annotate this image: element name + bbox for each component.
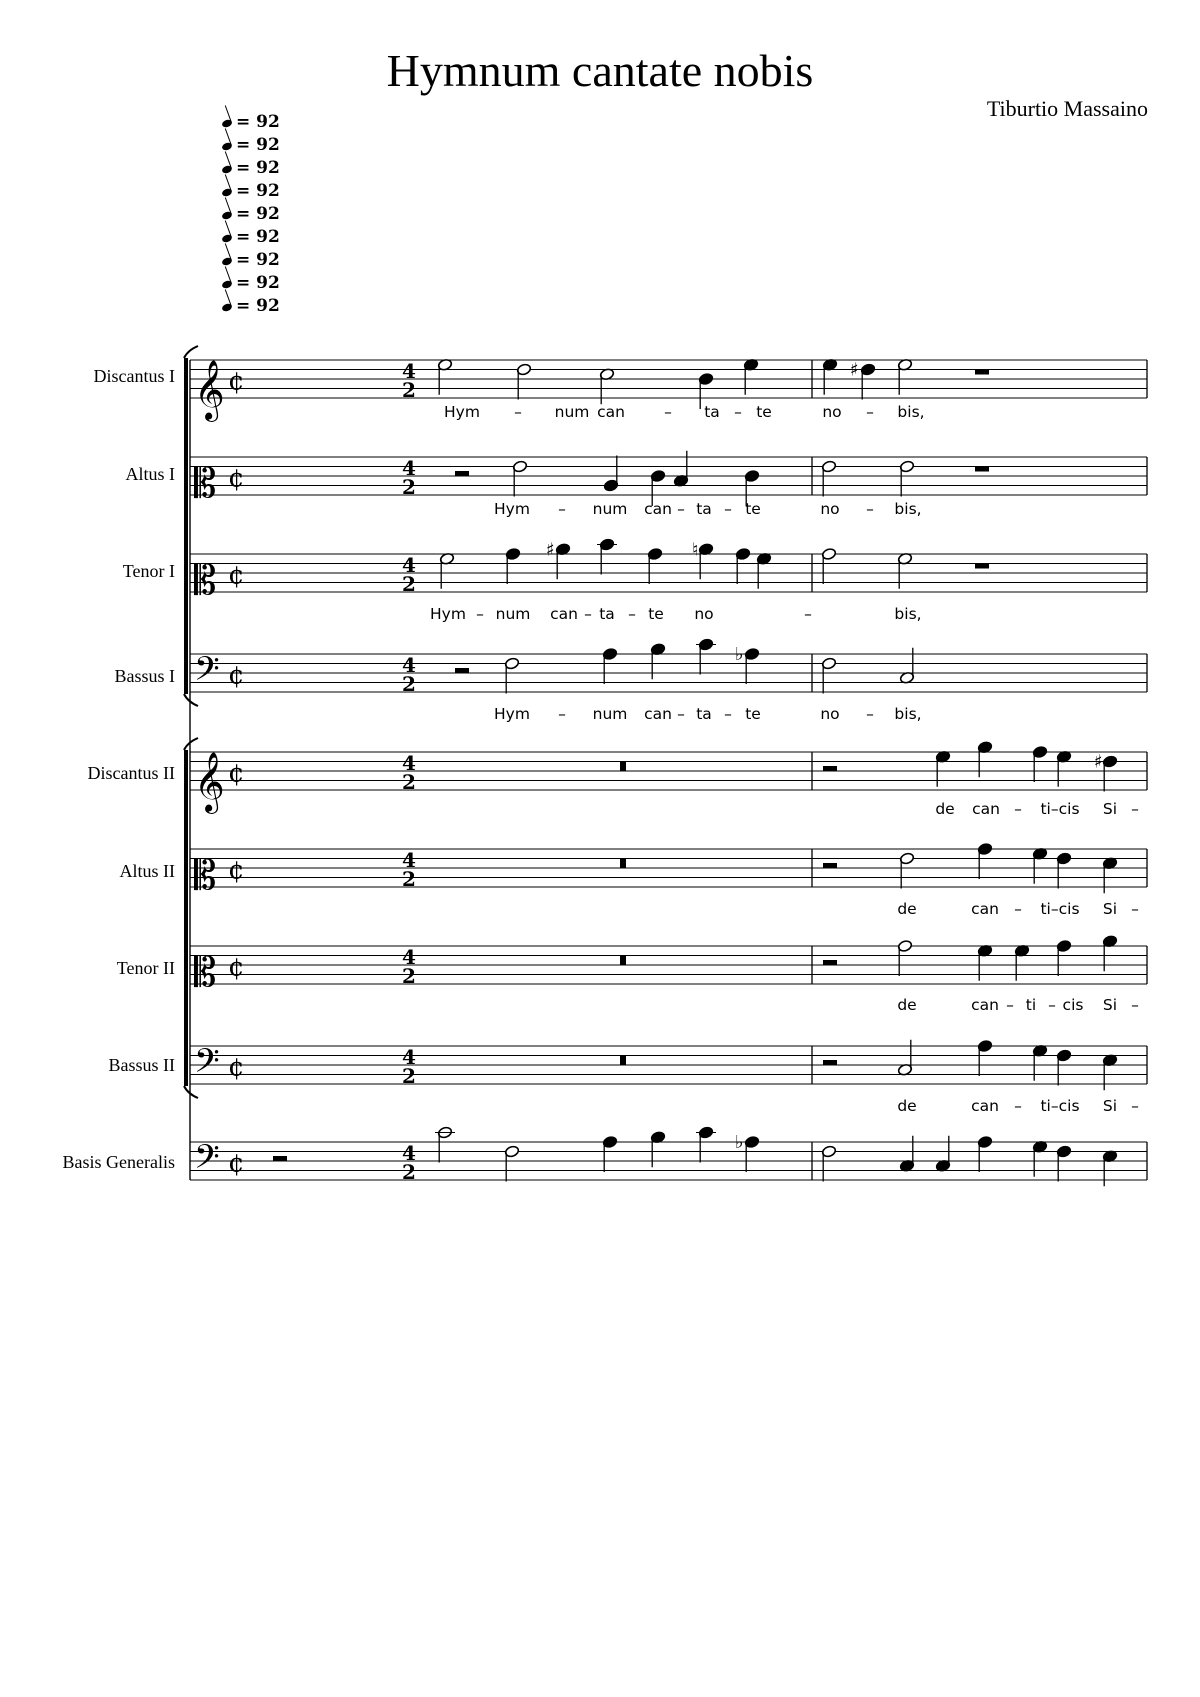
clef-icon: 𝄡: [194, 853, 217, 899]
time-signature-numerator: 4: [402, 751, 416, 775]
notes: [273, 358, 1118, 1186]
lyric-syllable: –: [1048, 996, 1056, 1014]
bracket-hook: [184, 738, 198, 750]
clef-icon: 𝄢: [194, 1042, 220, 1089]
half-rest: [823, 960, 837, 965]
lyric-syllable: num: [592, 500, 628, 518]
cut-time-icon: ¢: [228, 855, 245, 886]
lyric-syllable: –: [677, 500, 685, 518]
lyric-syllable: de: [897, 900, 917, 918]
lyric-syllable: cis: [1062, 996, 1084, 1014]
whole-rest: [975, 564, 989, 569]
clef-icon: 𝄡: [194, 461, 217, 507]
half-rest: [823, 863, 837, 868]
lyric-syllable: can: [971, 900, 999, 918]
accidental-icon: ♭: [735, 1132, 744, 1153]
breve-rest: [620, 1056, 626, 1066]
time-signature-denominator: 2: [402, 1160, 416, 1184]
whole-rest: [975, 370, 989, 375]
tempo-mark: = 92: [222, 273, 280, 293]
lyric-syllable: –: [724, 500, 732, 518]
tempo-mark: = 92: [222, 135, 280, 155]
lyric-syllable: de: [935, 800, 955, 818]
lyric-syllable: –: [1131, 900, 1139, 918]
accidental-icon: ♭: [735, 644, 744, 665]
cut-time-icon: ¢: [228, 660, 245, 691]
time-signature-numerator: 4: [402, 1141, 416, 1165]
time-signature-numerator: 4: [402, 456, 416, 480]
lyric-syllable: no: [822, 403, 842, 421]
staff-lines: [190, 360, 1147, 1180]
lyric-syllable: num: [554, 403, 590, 421]
lyric-syllable: te: [745, 500, 761, 518]
lyric-syllable: –: [1014, 900, 1022, 918]
score-title: Hymnum cantate nobis: [386, 45, 814, 96]
lyric-syllable: no: [820, 500, 840, 518]
time-signature-denominator: 2: [402, 378, 416, 402]
staff-label: Tenor II: [116, 958, 175, 978]
staff-label: Discantus II: [87, 763, 175, 783]
lyric-syllable: Si: [1102, 1097, 1118, 1115]
tempo-mark: = 92: [222, 204, 280, 224]
lyric-syllable: –: [866, 500, 874, 518]
lyric-syllable: –: [664, 403, 672, 421]
clef-icon: 𝄢: [194, 650, 220, 697]
lyric-syllable: –: [584, 605, 592, 623]
cut-time-icon: ¢: [228, 952, 245, 983]
lyric-syllable: –: [558, 500, 566, 518]
clef-icon: 𝄞: [194, 752, 225, 812]
time-signature-numerator: 4: [402, 848, 416, 872]
accidental-icon: ♯: [1094, 751, 1103, 773]
lyric-syllable: ta: [599, 605, 615, 623]
cut-time-icon: ¢: [228, 560, 245, 591]
lyric-syllable: num: [592, 705, 628, 723]
lyric-syllable: –: [476, 605, 484, 623]
tempo-mark: = 92: [222, 158, 280, 178]
time-signature-numerator: 4: [402, 359, 416, 383]
lyric-syllable: –: [866, 403, 874, 421]
half-rest: [273, 1156, 287, 1161]
lyric-syllable: can: [550, 605, 578, 623]
lyric-syllable: can: [597, 403, 625, 421]
staff-label: Tenor I: [122, 561, 175, 581]
lyric-syllable: can: [644, 705, 672, 723]
staff-label: Bassus II: [108, 1055, 175, 1075]
tempo-mark: = 92: [222, 112, 280, 132]
bracket: [184, 750, 188, 1086]
cut-time-icon: ¢: [228, 463, 245, 494]
half-rest: [455, 471, 469, 476]
clef-icon: 𝄡: [194, 950, 217, 996]
time-signature-denominator: 2: [402, 770, 416, 794]
time-signature-denominator: 2: [402, 475, 416, 499]
lyric-syllable: num: [495, 605, 531, 623]
lyric-syllable: –: [804, 605, 812, 623]
cut-time-icon: ¢: [228, 366, 245, 397]
lyric-syllable: can: [971, 1097, 999, 1115]
clef-icon: 𝄢: [194, 1138, 220, 1185]
lyric-syllable: no: [694, 605, 714, 623]
staff-label: Basis Generalis: [62, 1152, 175, 1172]
staff-label: Bassus I: [114, 666, 175, 686]
composer-name: Tiburtio Massaino: [986, 96, 1148, 121]
lyric-syllable: Si: [1102, 800, 1118, 818]
lyric-syllable: –: [734, 403, 742, 421]
lyric-syllable: –: [1006, 996, 1014, 1014]
tempo-mark: = 92: [222, 227, 280, 247]
lyric-syllable: –: [724, 705, 732, 723]
bracket: [184, 358, 188, 694]
cut-time-icon: ¢: [228, 758, 245, 789]
tempo-mark: = 92: [222, 250, 280, 270]
lyric-syllable: te: [648, 605, 664, 623]
time-signature-numerator: 4: [402, 553, 416, 577]
lyric-syllable: bis,: [894, 705, 922, 723]
time-signature-numerator: 4: [402, 1045, 416, 1069]
tempo-mark: = 92: [222, 296, 280, 316]
lyric-syllable: Hym: [494, 500, 530, 518]
lyric-syllable: –: [514, 403, 522, 421]
lyric-syllable: –: [866, 705, 874, 723]
lyric-syllable: –: [1131, 1097, 1139, 1115]
lyric-syllable: ti: [1025, 996, 1037, 1014]
lyric-syllable: Si: [1102, 996, 1118, 1014]
lyric-syllable: –: [1131, 996, 1139, 1014]
lyric-syllable: de: [897, 996, 917, 1014]
half-rest: [455, 668, 469, 673]
time-signature-denominator: 2: [402, 964, 416, 988]
tempo-mark: = 92: [222, 181, 280, 201]
bracket-hook: [184, 346, 198, 358]
breve-rest: [620, 956, 626, 966]
staff-label: Discantus I: [93, 366, 175, 386]
staff-label: Altus II: [119, 861, 175, 881]
lyric-syllable: can: [972, 800, 1000, 818]
lyric-syllable: de: [897, 1097, 917, 1115]
lyric-syllable: Si: [1102, 900, 1118, 918]
lyric-syllable: ti–cis: [1040, 900, 1080, 918]
clefs: [194, 359, 416, 1185]
lyric-syllable: bis,: [894, 500, 922, 518]
lyric-syllable: –: [628, 605, 636, 623]
accidental-icon: ♯: [546, 539, 555, 561]
lyric-syllable: –: [1014, 800, 1022, 818]
lyric-syllable: bis,: [897, 403, 925, 421]
time-signature-numerator: 4: [402, 653, 416, 677]
lyric-syllable: –: [677, 705, 685, 723]
lyric-syllable: Hym: [444, 403, 480, 421]
time-signature-numerator: 4: [402, 945, 416, 969]
clef-icon: 𝄞: [194, 360, 225, 420]
whole-rest: [975, 467, 989, 472]
accidental-icon: ♯: [850, 359, 859, 381]
lyric-syllable: bis,: [894, 605, 922, 623]
breve-rest: [620, 762, 626, 772]
time-signature-denominator: 2: [402, 867, 416, 891]
lyric-syllable: –: [558, 705, 566, 723]
time-signature-denominator: 2: [402, 572, 416, 596]
breve-rest: [620, 859, 626, 869]
lyric-syllable: ta: [696, 500, 712, 518]
time-signature-denominator: 2: [402, 672, 416, 696]
cut-time-icon: ¢: [228, 1148, 245, 1179]
lyric-syllable: can: [971, 996, 999, 1014]
lyric-syllable: no: [820, 705, 840, 723]
clef-icon: 𝄡: [194, 558, 217, 604]
lyric-syllable: –: [1131, 800, 1139, 818]
lyric-syllable: ti–cis: [1040, 1097, 1080, 1115]
half-rest: [823, 766, 837, 771]
staff-label: Altus I: [125, 464, 175, 484]
lyric-syllable: can: [644, 500, 672, 518]
lyric-syllable: Hym: [430, 605, 466, 623]
time-signature-denominator: 2: [402, 1064, 416, 1088]
lyric-syllable: Hym: [494, 705, 530, 723]
lyric-syllable: ta: [696, 705, 712, 723]
cut-time-icon: ¢: [228, 1052, 245, 1083]
lyric-syllable: te: [745, 705, 761, 723]
lyric-syllable: ti–cis: [1040, 800, 1080, 818]
half-rest: [823, 1060, 837, 1065]
lyric-syllable: te: [756, 403, 772, 421]
lyric-syllable: –: [1014, 1097, 1022, 1115]
accidental-icon: ♮: [692, 539, 699, 561]
lyric-syllable: ta: [704, 403, 720, 421]
